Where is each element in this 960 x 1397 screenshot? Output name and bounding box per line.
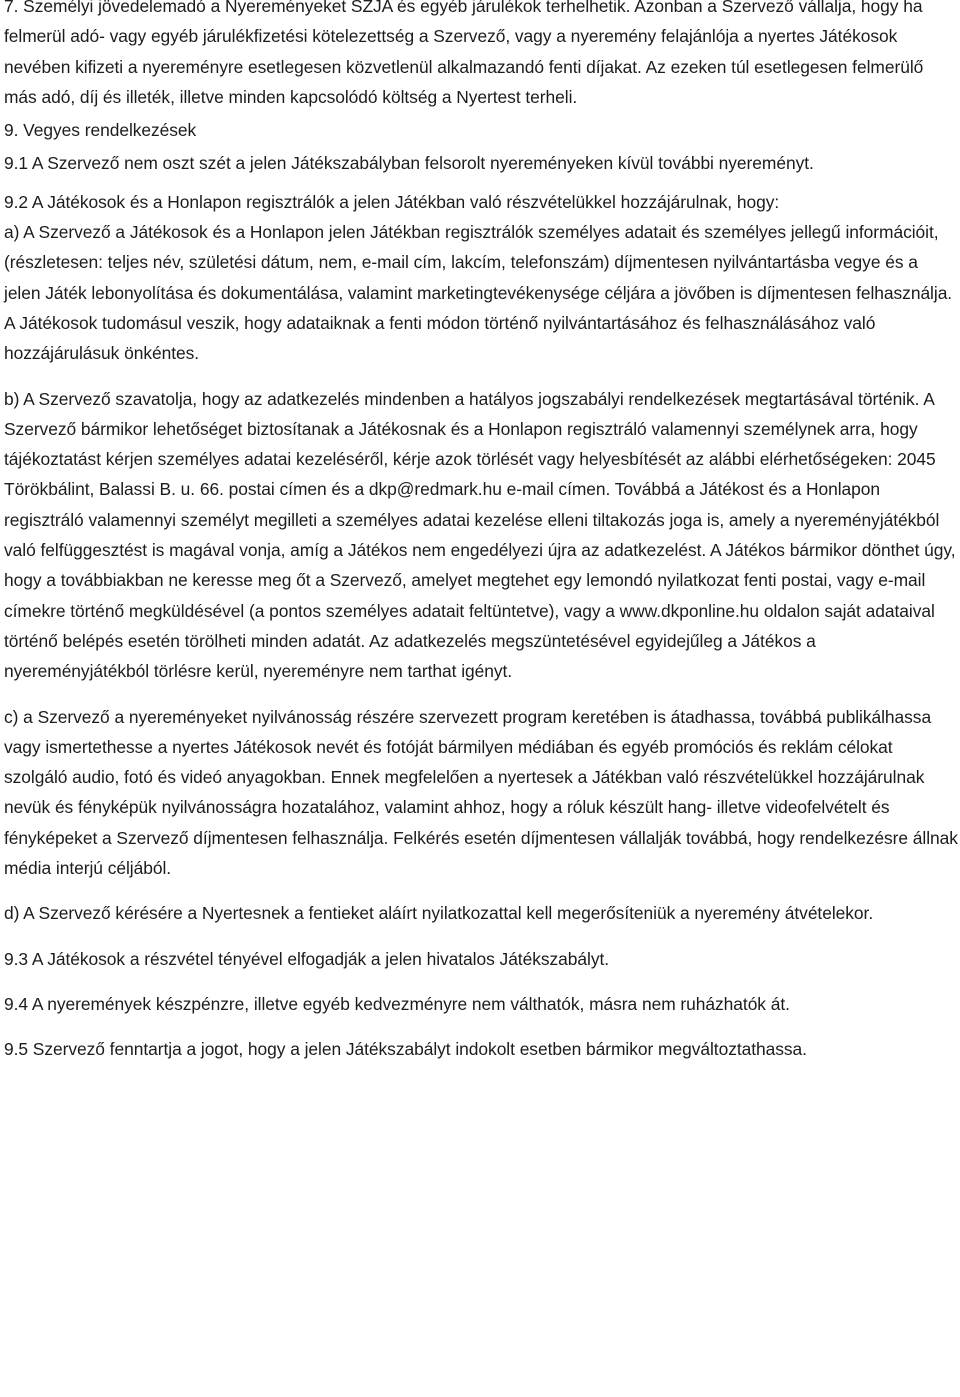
- paragraph-9-3: 9.3 A Játékosok a részvétel tényével elfogadják a jelen hivatalos Játékszabályt.: [4, 948, 610, 969]
- paragraph-9-5: 9.5 Szervező fenntartja a jogot, hogy a jelen Játékszabályt indokolt esetben bármikor megváltoztathassa.: [4, 1039, 807, 1060]
- paragraph-9-1: 9.1 A Szervező nem oszt szét a jelen Játékszabályban felsorolt nyereményeken kívül további nyereményt.: [4, 153, 814, 174]
- paragraph-9-2-intro: 9.2 A Játékosok és a Honlapon regisztrálók a jelen Játékban való részvételükkel hozzájárulnak, hogy:: [4, 191, 780, 212]
- paragraph-9-2-d: d) A Szervező kérésére a Nyertesnek a fentieket aláírt nyilatkozattal kell megerősíteniük a nyeremény átvételekor.: [4, 903, 874, 924]
- paragraph-9-4: 9.4 A nyeremények készpénzre, illetve egyéb kedvezményre nem válthatók, másra nem ruházhatók át.: [4, 993, 790, 1014]
- paragraph-9-2-c: c) a Szervező a nyereményeket nyilvánosság részére szervezett program keretében is átadhassa, továbbá publikálhassa vagy ismertethesse a nyertes Játékosok nevét és fotóját bármilyen médiában és egyéb promóciós és reklám célokat szolgáló audio, fotó és videó anyagokban. Ennek megfelelően a nyertesek a Játékban való részvételükkel hozzájárulnak nevük és fényképük nyilvánosságra hozatalához, valamint ahhoz, hogy a róluk készült hang- illetve videofelvételt és fényképeket a Szervező díjmentesen felhasználja. Felkérés esetén díjmentesen vállalják továbbá, hogy rendelkezésre állnak média interjú céljából.: [4, 706, 958, 879]
- section-heading-9: 9. Vegyes rendelkezések: [4, 120, 197, 141]
- paragraph-9-2-b: b) A Szervező szavatolja, hogy az adatkezelés mindenben a hatályos jogszabályi rendelkezések megtartásával történik. A Szervező bármikor lehetőséget biztosítanak a Játékosnak és a Honlapon regisztráló valamennyi személynek arra, hogy tájékoztatást kérjen személyes adatai kezeléséről, kérje azok törlését vagy helyesbítését az alábbi elérhetőségeken: 2045 Törökbálint, Balassi B. u. 66. postai címen és a dkp@redmark.hu e-mail címen. Továbbá a Játékost és a Honlapon regisztráló valamennyi személyt megilleti a személyes adatai kezelése elleni tiltakozás joga is, amely a nyereményjátékból való felfüggesztést is magával vonja, amíg a Játékos nem engedélyezi újra az adatkezelést. A Játékos bármikor dönthet úgy, hogy a továbbiakban ne keresse meg őt a Szervező, amelyet megtehet egy lemondó nyilatkozat fenti postai, vagy e-mail címekre történő megküldésével (a pontos személyes adatait feltüntetve), vagy a www.dkponline.hu oldalon saját adataival történő belépés esetén törölheti minden adatát. Az adatkezelés megszüntetésével egyidejűleg a Játékos a nyereményjátékból törlésre kerül, nyereményre nem tarthat igényt.: [4, 388, 956, 682]
- document-page: [4, 0, 958, 1065]
- paragraph-7-tax: 7. Személyi jövedelemadó a Nyereményeket SZJA és egyéb járulékok terhelhetik. Azonban a Szervező vállalja, hogy ha felmerül adó- vagy egyéb járulékfizetési kötelezettség a Szervező, vagy a nyeremény felajánlója a nyertes Játékosok nevében kifizeti a nyereményre esetlegesen közvetlenül alkalmazandó fenti díjakat. Az ezeken túl esetlegesen felmerülő más adó, díj és illeték, illetve minden kapcsolódó költség a Nyertest terheli.: [4, 0, 924, 107]
- paragraph-9-2-a: a) A Szervező a Játékosok és a Honlapon jelen Játékban regisztrálók személyes adatait és személyes jellegű információit, (részletesen: teljes név, születési dátum, nem, e-mail cím, lakcím, telefonszám) díjmentesen nyilvántartásba vegye és a jelen Játék lebonyolítása és dokumentálása, valamint marketingtevékenysége céljára a jövőben is díjmentesen felhasználja. A Játékosok tudomásul veszik, hogy adataiknak a fenti módon történő nyilvántartásához és felhasználásához való hozzájárulásuk önkéntes.: [4, 222, 953, 364]
